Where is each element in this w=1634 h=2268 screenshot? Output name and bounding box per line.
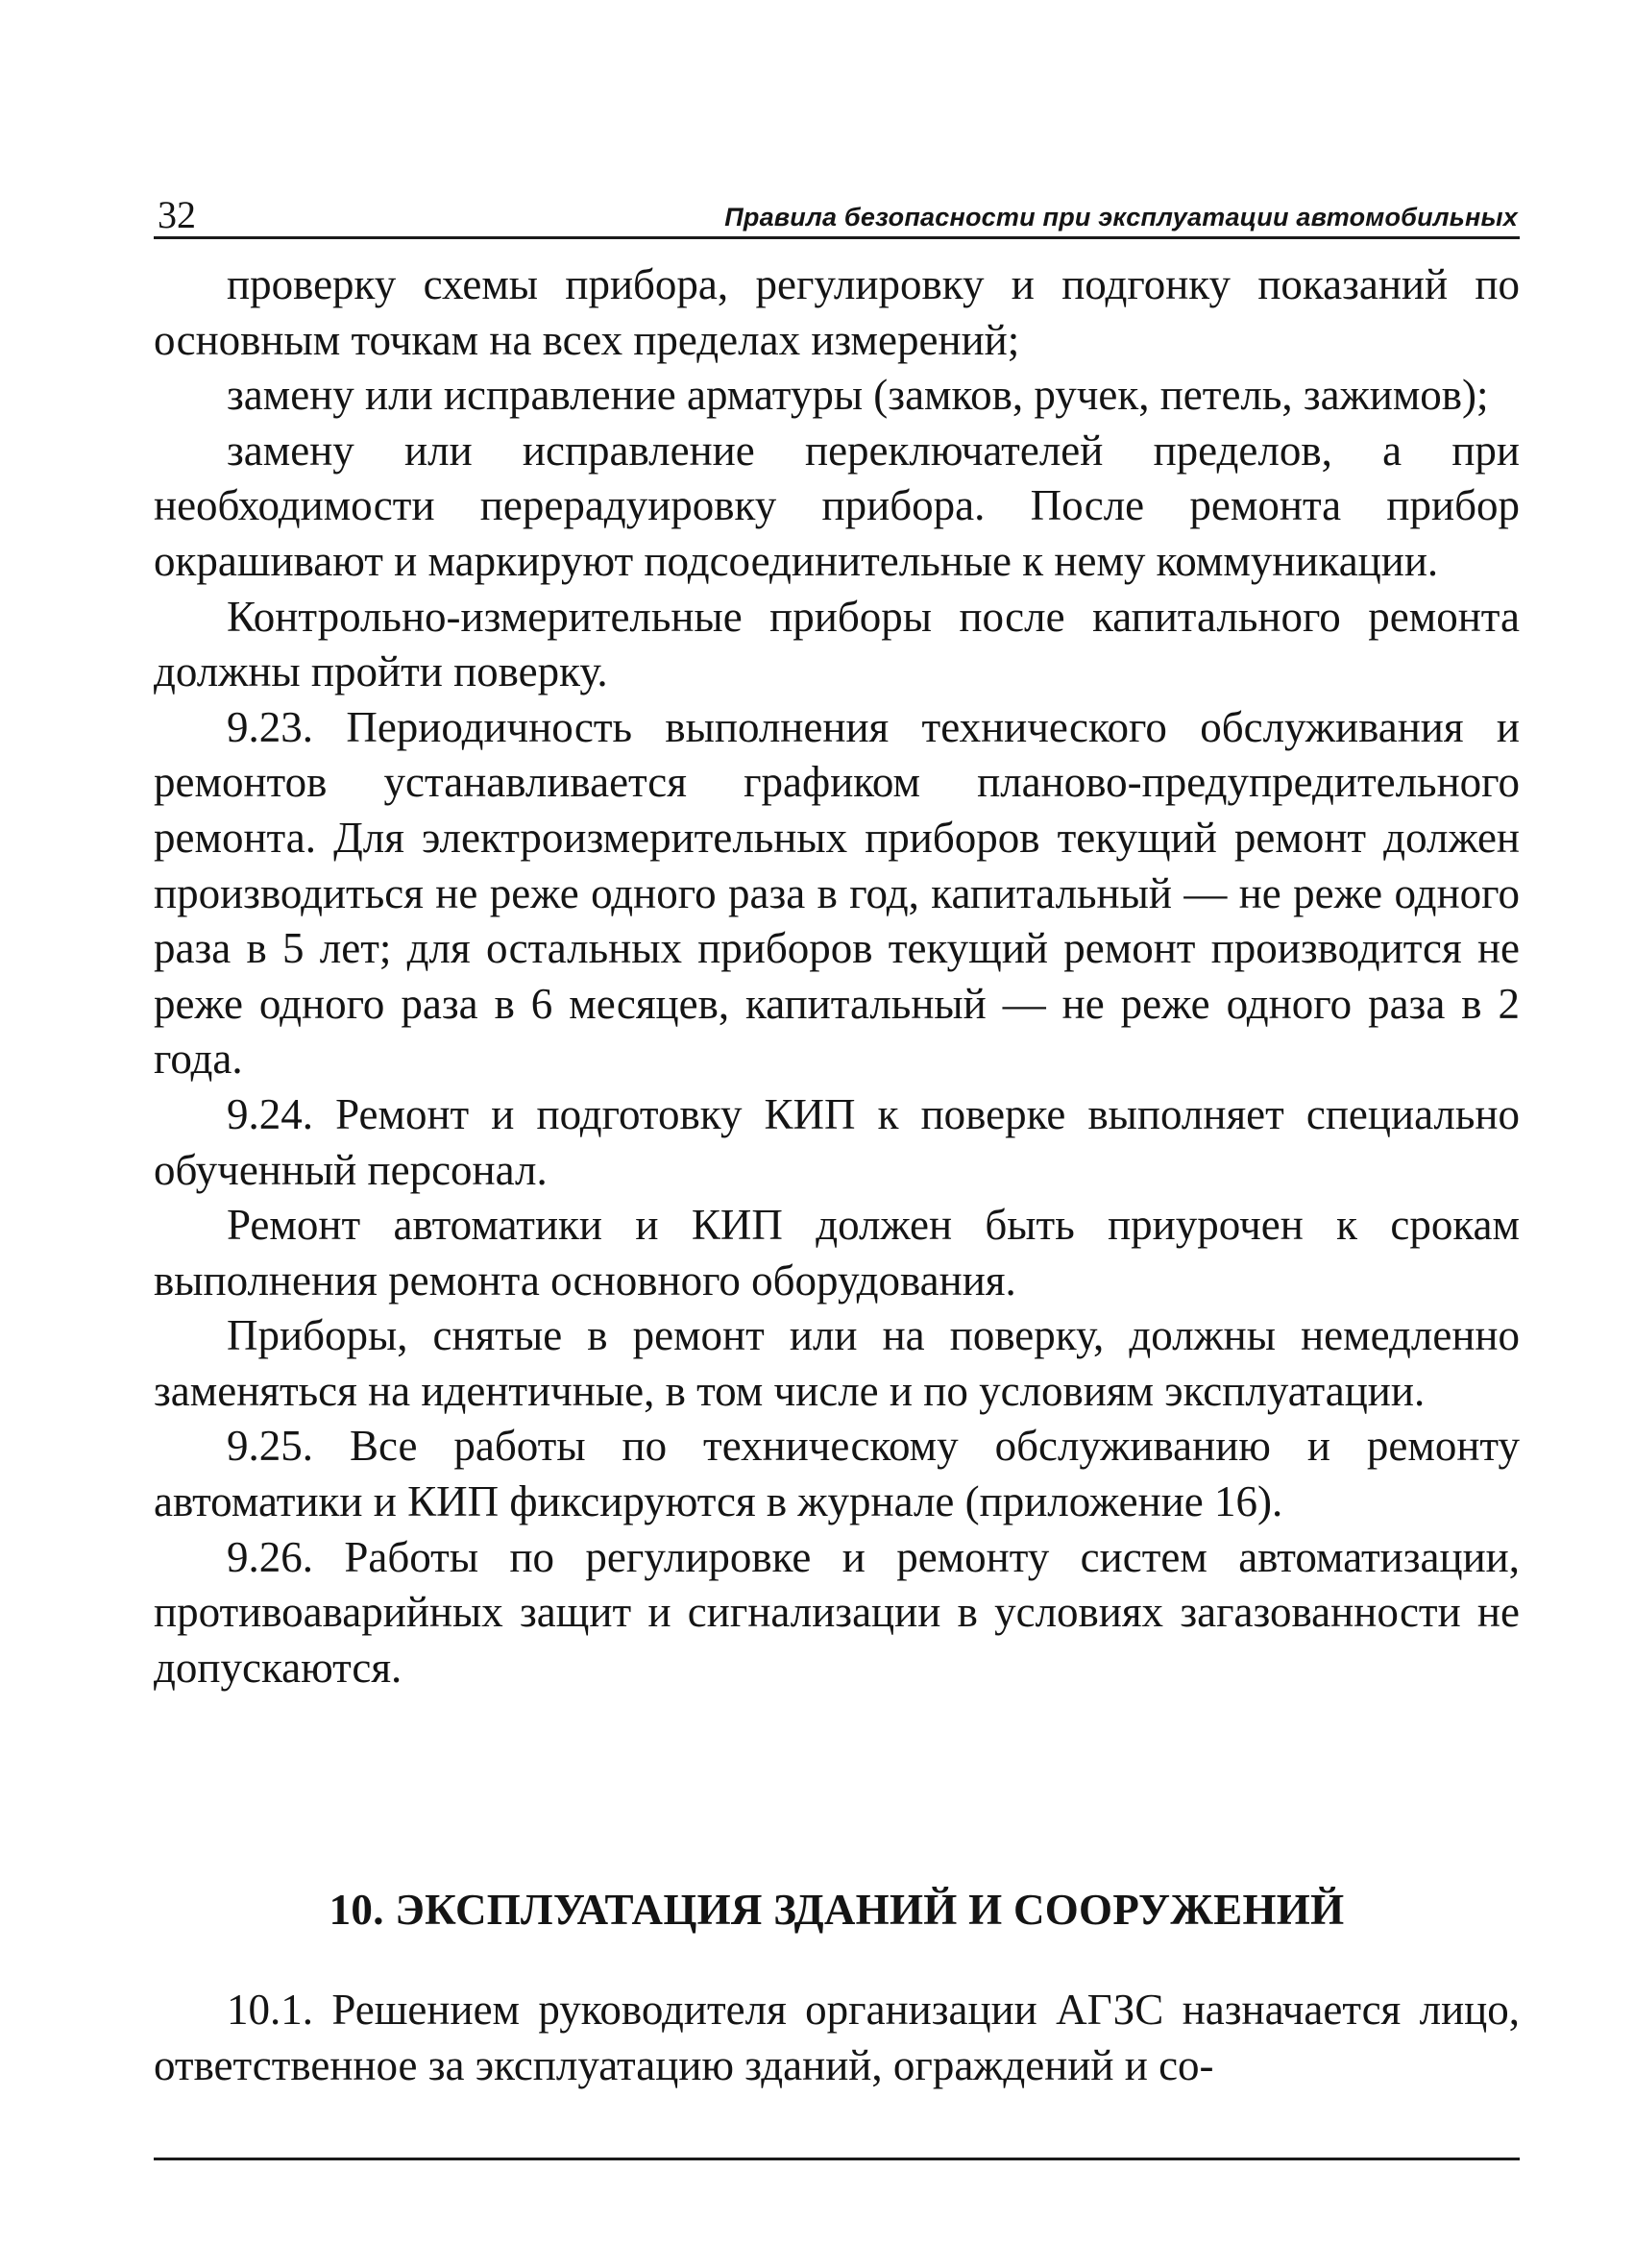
paragraph: Ремонт автоматики и КИП должен быть приурочен к срокам выполнения ремонта основного оборудования.: [154, 1201, 1520, 1305]
page-number: 32: [158, 193, 196, 236]
section-heading: 10. ЭКСПЛУАТАЦИЯ ЗДАНИЙ И СООРУЖЕНИЙ: [329, 1886, 1345, 1934]
section-body: [154, 1983, 1520, 2093]
paragraph: замену или исправление переключателей пределов, а при необходимости перерадуировку прибора. После ремонта прибор окрашивают и маркируют подсоединительные к нему коммуникации.: [154, 426, 1520, 585]
page-header: [154, 190, 1520, 239]
paragraph: Контрольно-измерительные приборы после капитального ремонта должны пройти поверку.: [154, 592, 1520, 696]
paragraph: Приборы, снятые в ремонт или на поверку, должны немедленно заменяться на идентичные, в том числе и по условиям эксплуатации.: [154, 1311, 1520, 1415]
running-title: Правила безопасности при эксплуатации автомобильных: [724, 203, 1518, 232]
paragraph: проверку схемы прибора, регулировку и подгонку показаний по основным точкам на всех пределах измерений;: [154, 260, 1520, 364]
paragraph: замену или исправление арматуры (замков, ручек, петель, зажимов);: [227, 371, 1489, 420]
paragraph: 9.23. Периодичность выполнения технического обслуживания и ремонтов устанавливается графиком планово-предупредительного ремонта. Для электроизмерительных приборов текущий ремонт должен производиться не реже одного раза в год, капитальный — не реже одного раза в 5 лет; для остальных приборов текущий ремонт производится не реже одного раза в 6 месяцев, капитальный — не реже одного раза в 2 года.: [154, 702, 1520, 1084]
footer-rule: [154, 2158, 1520, 2160]
body-text: [154, 257, 1520, 1695]
paragraph: 9.24. Ремонт и подготовку КИП к поверке выполняет специально обученный персонал.: [154, 1089, 1520, 1194]
paragraph: 10.1. Решением руководителя организации АГЗС назначается лицо, ответственное за эксплуатацию зданий, ограждений и со-: [154, 1986, 1520, 2089]
paragraph: 9.26. Работы по регулировке и ремонту систем автоматизации, противоаварийных защит и сигнализации в условиях загазованности не допускаются.: [154, 1532, 1520, 1692]
paragraph: 9.25. Все работы по техническому обслуживанию и ремонту автоматики и КИП фиксируются в журнале (приложение 16).: [154, 1422, 1520, 1526]
